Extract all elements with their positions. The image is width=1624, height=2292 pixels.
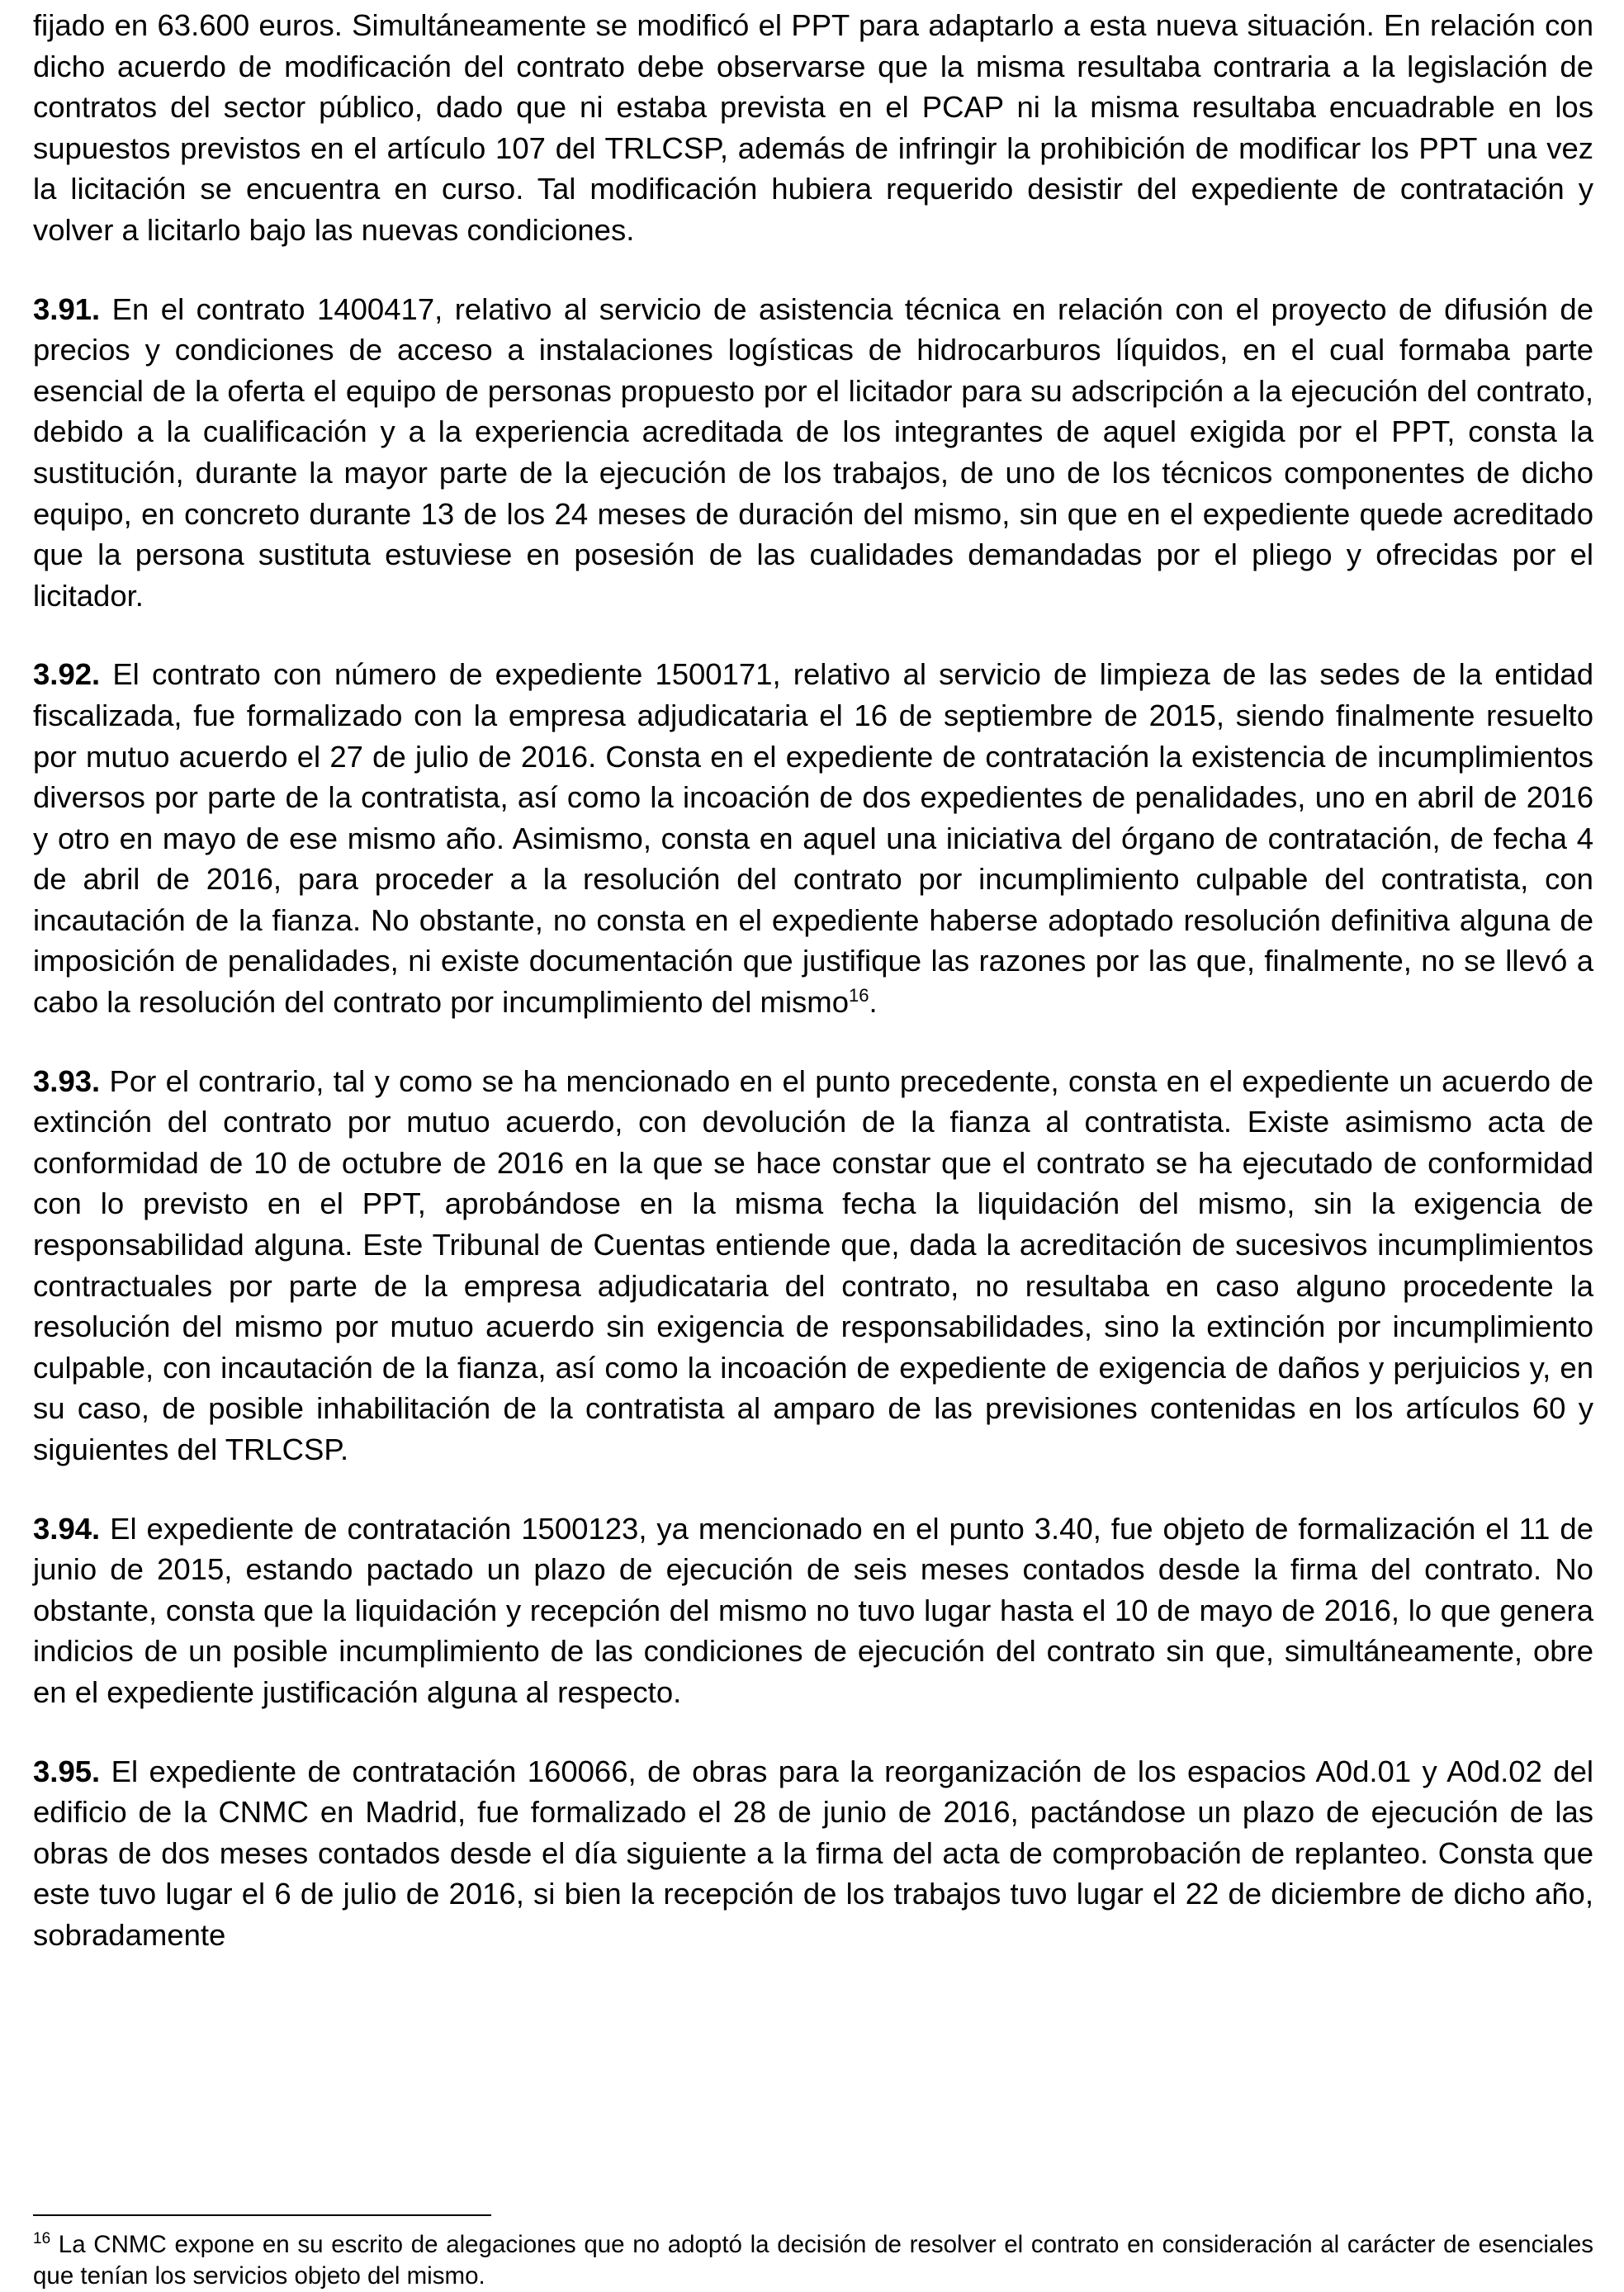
intro-paragraph bbox=[33, 5, 1593, 251]
paragraph-3-95 bbox=[33, 1751, 1593, 1956]
paragraph-number: 3.94. bbox=[33, 1511, 101, 1546]
paragraph-number: 3.95. bbox=[33, 1754, 101, 1788]
paragraph-3-93 bbox=[33, 1061, 1593, 1470]
footnote-16 bbox=[33, 2229, 1593, 2292]
paragraph-3-91 bbox=[33, 289, 1593, 617]
paragraph-gap bbox=[33, 616, 1593, 654]
paragraph-text: Por el contrario, tal y como se ha mencionado en el punto precedente, consta en el expediente un acuerdo de extinción del contrato por mutuo acuerdo, con devolución de la fianza al contratista. Existe asimismo acta de conformidad de 10 de octubre de 2016 en la que se hace constar que el contrato se ha ejecutado de conformidad con lo previsto en el PPT, aprobándose en la misma fecha la liquidación del mismo, sin la exigencia de responsabilidad alguna. Este Tribunal de Cuentas entiende que, dada la acreditación de sucesivos incumplimientos contractuales por parte de la empresa adjudicataria del contrato, no resultaba en caso alguno procedente la resolución del mismo por mutuo acuerdo sin exigencia de responsabilidades, sino la extinción por incumplimiento culpable, con incautación de la fianza, así como la incoación de expediente de exigencia de daños y perjuicios y, en su caso, de posible inhabilitación de la contratista al amparo de las previsiones contenidas en los artículos 60 y siguientes del TRLCSP. bbox=[33, 1063, 1593, 1466]
paragraph-gap bbox=[33, 1023, 1593, 1061]
paragraph-text: El contrato con número de expediente 1500171, relativo al servicio de limpieza de las sedes de la entidad fiscalizada, fue formalizado con la empresa adjudicataria el 16 de septiembre de 2015, siendo finalmente resuelto por mutuo acuerdo el 27 de julio de 2016. Consta en el expediente de contratación la existencia de incumplimientos diversos por parte de la contratista, así como la incoación de dos expedientes de penalidades, uno en abril de 2016 y otro en mayo de ese mismo año. Asimismo, consta en aquel una iniciativa del órgano de contratación, de fecha 4 de abril de 2016, para proceder a la resolución del contrato por incumplimiento culpable del contratista, con incautación de la fianza. No obstante, no consta en el expediente haberse adoptado resolución definitiva alguna de imposición de penalidades, ni existe documentación que justifique las razones por las que, finalmente, no se llevó a cabo la resolución del contrato por incumplimiento del mismo bbox=[33, 657, 1593, 1020]
paragraph-3-94 bbox=[33, 1508, 1593, 1713]
paragraph-gap bbox=[33, 251, 1593, 289]
paragraph-gap bbox=[33, 1470, 1593, 1508]
footnote-marker: 16 bbox=[33, 2230, 51, 2248]
paragraph-3-92 bbox=[33, 654, 1593, 1022]
paragraph-number: 3.93. bbox=[33, 1063, 101, 1098]
paragraph-gap bbox=[33, 1713, 1593, 1751]
paragraph-text: El expediente de contratación 160066, de obras para la reorganización de los espacios A0d.01 y A0d.02 del edificio de la CNMC en Madrid, fue formalizado el 28 de junio de 2016, pactándose un plazo de ejecución de las obras de dos meses contados desde el día siguiente a la firma del acta de comprobación de replanteo. Consta que este tuvo lugar el 6 de julio de 2016, si bien la recepción de los trabajos tuvo lugar el 22 de diciembre de dicho año, sobradamente bbox=[33, 1754, 1593, 1952]
paragraph-number: 3.91. bbox=[33, 291, 101, 326]
paragraph-tail: . bbox=[869, 985, 878, 1020]
intro-text: fijado en 63.600 euros. Simultáneamente se modificó el PPT para adaptarlo a esta nueva situación. En relación con dicho acuerdo de modificación del contrato debe observarse que la misma resultaba contraria a la legislación de contratos del sector público, dado que ni estaba prevista en el PCAP ni la misma resultaba encuadrable en los supuestos previstos en el artículo 107 del TRLCSP, además de infringir la prohibición de modificar los PPT una vez la licitación se encuentra en curso. Tal modificación hubiera requerido desistir del expediente de contratación y volver a licitarlo bajo las nuevas condiciones. bbox=[33, 8, 1593, 247]
paragraph-text: El expediente de contratación 1500123, ya mencionado en el punto 3.40, fue objeto de formalización el 11 de junio de 2015, estando pactado un plazo de ejecución de seis meses contados desde la firma del contrato. No obstante, consta que la liquidación y recepción del mismo no tuvo lugar hasta el 10 de mayo de 2016, lo que genera indicios de un posible incumplimiento de las condiciones de ejecución del contrato sin que, simultáneamente, obre en el expediente justificación alguna al respecto. bbox=[33, 1511, 1593, 1709]
footnote-divider bbox=[33, 2214, 491, 2216]
paragraph-number: 3.92. bbox=[33, 657, 101, 692]
footnote-reference[interactable]: 16 bbox=[849, 984, 869, 1006]
document-page bbox=[33, 0, 1593, 1956]
footnote-text: La CNMC expone en su escrito de alegaciones que no adoptó la decisión de resolver el contrato en consideración al carácter de esenciales que tenían los servicios objeto del mismo. bbox=[33, 2231, 1593, 2290]
paragraph-text: En el contrato 1400417, relativo al servicio de asistencia técnica en relación con el proyecto de difusión de precios y condiciones de acceso a instalaciones logísticas de hidrocarburos líquidos, en el cual formaba parte esencial de la oferta el equipo de personas propuesto por el licitador para su adscripción a la ejecución del contrato, debido a la cualificación y a la experiencia acreditada de los integrantes de aquel exigida por el PPT, consta la sustitución, durante la mayor parte de la ejecución de los trabajos, de uno de los técnicos componentes de dicho equipo, en concreto durante 13 de los 24 meses de duración del mismo, sin que en el expediente quede acreditado que la persona sustituta estuviese en posesión de las cualidades demandadas por el pliego y ofrecidas por el licitador. bbox=[33, 291, 1593, 613]
